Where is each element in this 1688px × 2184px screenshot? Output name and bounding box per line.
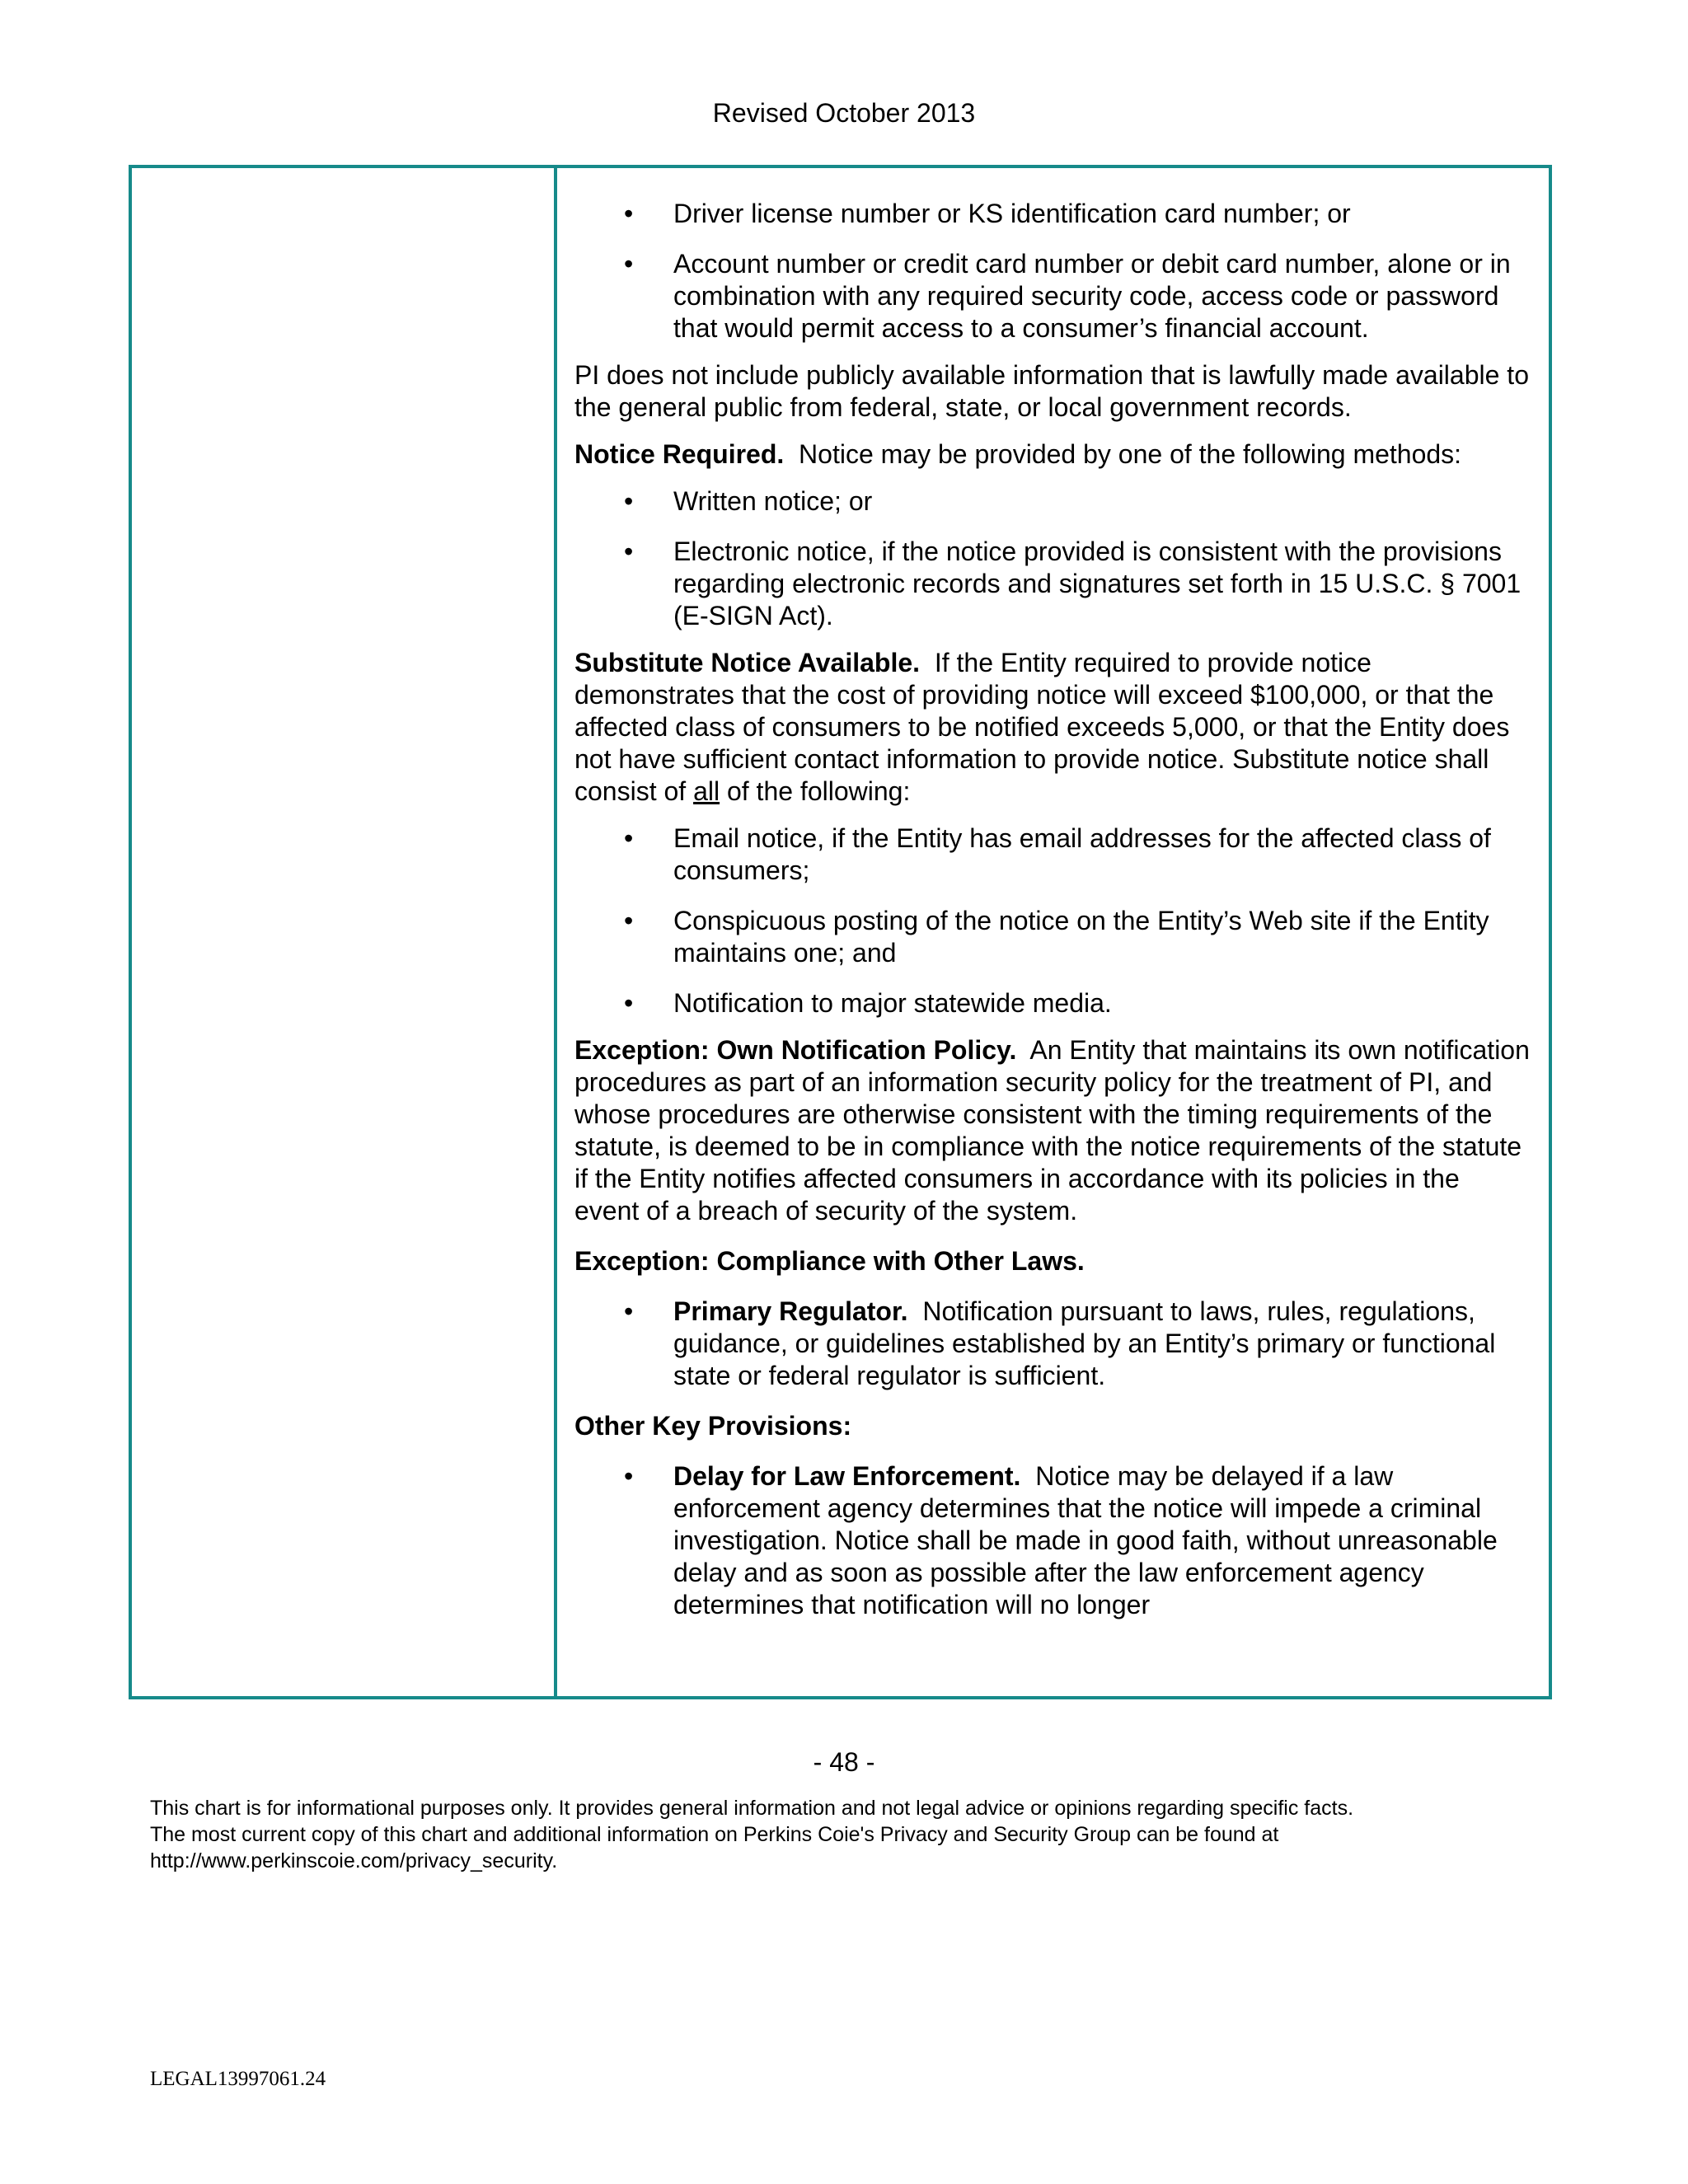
column-divider [554,168,557,1696]
other-provisions-heading: Other Key Provisions: [574,1411,852,1441]
bullet-icon: • [624,537,634,566]
notice-methods-list [574,485,1531,632]
own-policy-paragraph: Exception: Own Notification Policy. An Entity that maintains its own notification procedures as part of an information security policy for the treatment of PI, and whose procedures are otherwise consistent with the timing requirements of the statute, is deemed to be in compliance with the notice requirements of the statute if the Entity notifies affected consumers in accordance with its policies in the event of a breach of security of the system. [574,1035,1530,1226]
list-item: • Electronic notice, if the notice provided is consistent with the provisions regarding electronic records and signatures set forth in 15 U.S.C. § 7001 (E-SIGN Act). [624,537,1522,630]
substitute-notice-paragraph: Substitute Notice Available. If the Entity required to provide notice demonstrates that the cost of providing notice will exceed $100,000, or that the affected class of consumers to be notified exceeds 5,000, or that the Entity does not have sufficient contact information to provide notice. Substitute notice shall consist of all of the following: [574,648,1510,806]
list-item: • Conspicuous posting of the notice on the Entity’s Web site if the Entity maintains one; and [624,906,1489,968]
pi-elements-list [574,198,1531,344]
bullet-icon: • [624,823,634,853]
disclaimer-line: The most current copy of this chart and additional information on Perkins Coie's Privacy and Security Group can be found at [150,1823,1279,1846]
notice-required-heading: Notice Required. [574,439,785,469]
bullet-icon: • [624,988,634,1018]
substitute-notice-heading: Substitute Notice Available. [574,648,921,677]
law-enforcement-heading: Delay for Law Enforcement. [673,1461,1021,1491]
bullet-icon: • [624,486,634,516]
document-id: LEGAL13997061.24 [150,2068,326,2090]
bullet-icon: • [624,906,634,935]
bullet-icon: • [624,1461,634,1491]
other-laws-list [574,1296,1531,1392]
revised-date-header: Revised October 2013 [712,98,976,128]
disclaimer-line: This chart is for informational purposes only. It provides general information and not legal advice or opinions regarding specific facts. [150,1797,1354,1820]
pi-exclusion-paragraph: PI does not include publicly available information that is lawfully made available to the general public from federal, state, or local government records. [574,360,1529,422]
statute-text [574,198,1531,1636]
list-item: • Driver license number or KS identification card number; or [624,199,1351,228]
disclaimer [150,1795,1551,1874]
other-laws-heading: Exception: Compliance with Other Laws. [574,1246,1085,1276]
list-item: • Primary Regulator. Notification pursuant to laws, rules, regulations, guidance, or guidelines established by an Entity’s primary or functional state or federal regulator is sufficient. [624,1296,1496,1390]
list-item: • Account number or credit card number or debit card number, alone or in combination with any required security code, access code or password that would permit access to a consumer’s financial account. [624,249,1511,343]
left-column-empty [132,168,554,1696]
own-policy-heading: Exception: Own Notification Policy. [574,1035,1017,1065]
primary-regulator-heading: Primary Regulator. [673,1296,908,1326]
bullet-icon: • [624,249,634,279]
list-item: • Written notice; or [624,486,873,516]
list-item: • Delay for Law Enforcement. Notice may be delayed if a law enforcement agency determines that the notice will impede a criminal investigation. Notice shall be made in good faith, without unreasonable delay and as soon as possible after the law enforcement agency determines that notification will no longer [624,1461,1498,1619]
other-provisions-list [574,1460,1531,1621]
list-item: • Notification to major statewide media. [624,988,1112,1018]
substitute-notice-list [574,823,1531,1019]
all-underlined: all [693,776,720,806]
bullet-icon: • [624,1296,634,1326]
page-number: - 48 - [813,1747,875,1777]
disclaimer-link[interactable]: http://www.perkinscoie.com/privacy_security. [150,1849,558,1872]
bullet-icon: • [624,199,634,228]
list-item: • Email notice, if the Entity has email addresses for the affected class of consumers; [624,823,1491,885]
notice-required-paragraph: Notice Required. Notice may be provided by one of the following methods: [574,439,1462,469]
